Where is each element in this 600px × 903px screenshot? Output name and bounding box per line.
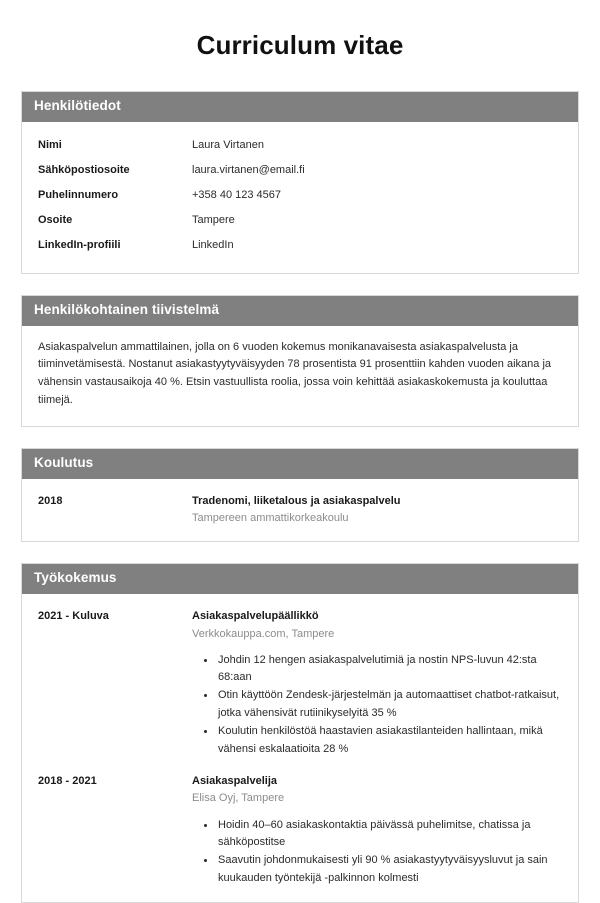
- section-personal-info: [21, 91, 579, 274]
- experience-entry-list: [38, 606, 562, 888]
- summary-paragraph: Asiakaspalvelun ammattilainen, jolla on 6 vuoden kokemus monikanavaisesta asiakaspalvelusta ja tiiminvetämisestä. Nostanut asiakastyytyväisyyden 78 prosentista 91 prosenttiin kahden vuoden aikana ja vähensin vastausaikoja 40 %. Etsin vastuullista roolia, jossa voin kehittää asiakaskokemusta ja kouluttaa tiimejä.: [38, 340, 552, 407]
- personal-info-label: Puhelinnumero: [38, 188, 119, 201]
- experience-entry-bullet-list: [192, 652, 562, 759]
- section-body-experience: [22, 594, 578, 902]
- personal-info-label: Osoite: [38, 213, 73, 226]
- personal-info-row: [38, 159, 562, 184]
- experience-entry-subtitle: Elisa Oyj, Tampere: [192, 792, 285, 805]
- experience-entry-main: [192, 608, 562, 759]
- experience-entry-bullet: Koulutin henkilöstöä haastavien asiakastilanteiden hallintaan, mikä vähensi eskalaatioita 28 %: [192, 723, 562, 759]
- experience-entry-title: Asiakaspalvelija: [192, 774, 278, 787]
- section-education: [21, 448, 579, 542]
- experience-entry-subtitle: Verkkokauppa.com, Tampere: [192, 627, 335, 640]
- education-entry-title: Tradenomi, liiketalous ja asiakaspalvelu: [192, 494, 401, 507]
- experience-entry-title: Asiakaspalvelupäällikkö: [192, 610, 319, 623]
- education-entry-period: 2018: [38, 494, 63, 507]
- personal-info-value: LinkedIn: [192, 238, 234, 251]
- personal-info-label: Nimi: [38, 139, 62, 152]
- education-entry-list: [38, 491, 562, 528]
- personal-info-label: Sähköpostiosoite: [38, 164, 130, 176]
- section-header-summary: Henkilökohtainen tiivistelmä: [22, 296, 578, 326]
- education-entry-main: [192, 493, 562, 528]
- experience-entry-period: 2018 - 2021: [38, 774, 97, 787]
- experience-entry-bullet: Saavutin johdonmukaisesti yli 90 % asiakastyytyväisyysluvut ja sain kuukauden työntekijä -palkinnon kolmesti: [192, 852, 562, 888]
- experience-entry-bullet-list: [192, 817, 562, 889]
- experience-entry-bullet: Hoidin 40–60 asiakaskontaktia päivässä puhelimitse, chatissa ja sähköpostitse: [192, 817, 562, 853]
- personal-info-value: Tampere: [192, 213, 235, 226]
- experience-entry-main: [192, 773, 562, 888]
- section-summary: [21, 295, 579, 427]
- section-header-personal-info: Henkilötiedot: [22, 92, 578, 122]
- personal-info-list: [38, 134, 562, 259]
- experience-entry: [38, 606, 562, 759]
- section-body-summary: [22, 326, 578, 426]
- experience-entry-bullet: Johdin 12 hengen asiakaspalvelutimiä ja nostin NPS-luvun 42:sta 68:aan: [192, 652, 562, 688]
- section-header-experience: Työkokemus: [22, 564, 578, 594]
- experience-entry-period: 2021 - Kuluva: [38, 610, 109, 623]
- personal-info-label: LinkedIn-profiili: [38, 238, 121, 251]
- personal-info-row: [38, 184, 562, 209]
- personal-info-value: laura.virtanen@email.fi: [192, 164, 305, 176]
- page-title: Curriculum vitae: [196, 30, 404, 60]
- education-entry-subtitle: Tampereen ammattikorkeakoulu: [192, 512, 349, 525]
- section-header-education: Koulutus: [22, 449, 578, 479]
- section-experience: [21, 563, 579, 903]
- experience-entry: [38, 759, 562, 888]
- education-entry: [38, 491, 562, 528]
- personal-info-value: +358 40 123 4567: [192, 188, 282, 201]
- section-body-education: [22, 479, 578, 542]
- experience-entry-bullet: Otin käyttöön Zendesk-järjestelmän ja automaattiset chatbot-ratkaisut, jotka vähensivät rutiinikyselyitä 35 %: [192, 687, 562, 723]
- personal-info-row: [38, 234, 562, 259]
- personal-info-row: [38, 134, 562, 159]
- personal-info-value: Laura Virtanen: [192, 139, 264, 152]
- personal-info-row: [38, 209, 562, 234]
- section-body-personal-info: [22, 122, 578, 273]
